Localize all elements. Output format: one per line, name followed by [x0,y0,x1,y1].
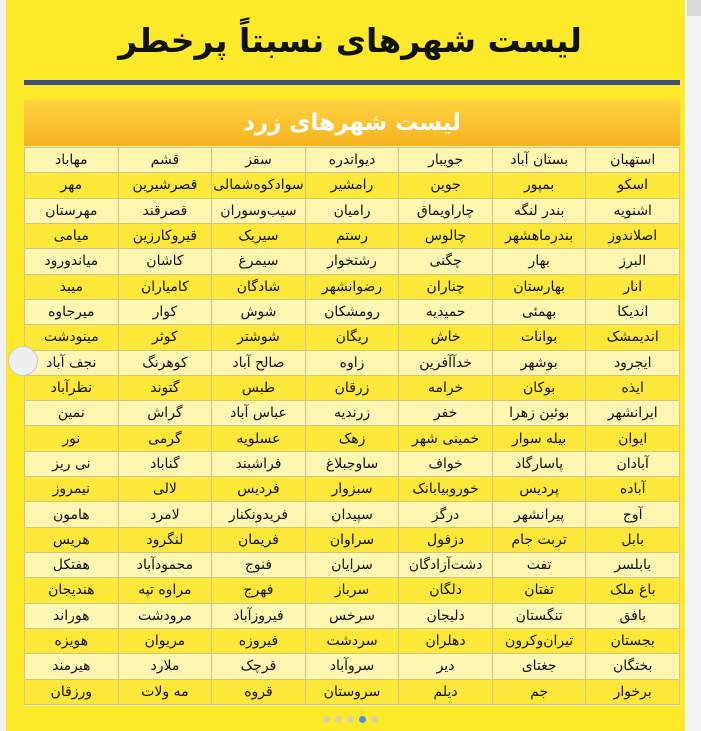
city-cell: فهرج [212,578,306,603]
page-title: لیست شهرهای نسبتاً پرخطر [118,20,582,60]
city-cell: خدآآفرین [399,350,493,375]
table-row [25,223,680,248]
city-cell: بافق [586,603,680,628]
city-cell: بهار [492,249,586,274]
city-cell: نیمروز [25,477,119,502]
table-row [25,628,680,653]
city-cell: رضوانشهر [305,274,399,299]
city-cell: هریس [25,527,119,552]
city-cell: رشتخوار [305,249,399,274]
carousel-dot[interactable] [335,716,342,723]
city-cell: صالح آباد [212,350,306,375]
city-cell: شوش [212,299,306,324]
city-cell: عباس آباد [212,401,306,426]
city-cell: استهبان [586,148,680,173]
city-cell: رومشکان [305,299,399,324]
city-cell: مهاباد [25,148,119,173]
city-cell: هویزه [25,628,119,653]
city-cell: انار [586,274,680,299]
carousel-prev-button[interactable] [8,346,38,376]
city-cell: عسلویه [212,426,306,451]
city-cell: اندیمشک [586,325,680,350]
city-cell: رامشیر [305,173,399,198]
city-cell: ایرانشهر [586,401,680,426]
city-cell: سپیدان [305,502,399,527]
city-cell: ورزقان [25,679,119,704]
city-cell: کامیاران [118,274,212,299]
city-cell: کوثر [118,325,212,350]
table-row [25,502,680,527]
city-cell: درگز [399,502,493,527]
city-cell: لامرد [118,502,212,527]
city-cell: بمپور [492,173,586,198]
city-cell: دیر [399,654,493,679]
table-row [25,148,680,173]
carousel-dot[interactable] [371,716,378,723]
city-cell: خرامه [399,375,493,400]
table-row [25,375,680,400]
city-cell: سرایان [305,553,399,578]
city-cell: زهک [305,426,399,451]
carousel-dot[interactable] [323,716,330,723]
corner-control[interactable] [687,0,701,16]
city-cell: دلیجان [399,603,493,628]
table-row [25,603,680,628]
city-cell: فیروزه [212,628,306,653]
table-header: لیست شهرهای زرد [24,100,680,146]
city-cell: نظرآباد [25,375,119,400]
city-cell: گناباد [118,451,212,476]
city-table [24,147,680,705]
city-cell: نجف آباد [25,350,119,375]
city-cell: حمیدیه [399,299,493,324]
city-cell: قروه [212,679,306,704]
city-cell: هوراند [25,603,119,628]
city-cell: هندیجان [25,578,119,603]
city-cell: کوار [118,299,212,324]
city-cell: کوهرنگ [118,350,212,375]
city-cell: دیواندره [305,148,399,173]
city-cell: نی ریز [25,451,119,476]
table-row [25,477,680,502]
city-cell: دشت‌آزادگان [399,553,493,578]
right-edge [685,0,701,731]
city-cell: گرمی [118,426,212,451]
city-cell: رامیان [305,198,399,223]
city-cell: آباده [586,477,680,502]
city-cell: قصرشیرین [118,173,212,198]
city-cell: ایوان [586,426,680,451]
city-cell: سیریک [212,223,306,248]
city-cell: سروآباد [305,654,399,679]
city-cell: مراوه تپه [118,578,212,603]
city-cell: دهلران [399,628,493,653]
city-cell: سقز [212,148,306,173]
city-cell: هیرمند [25,654,119,679]
city-cell: بندرماهشهر [492,223,586,248]
city-cell: زرندیه [305,401,399,426]
city-cell: هامون [25,502,119,527]
city-cell: چناران [399,274,493,299]
carousel-dots [0,716,701,726]
city-cell: بندر لنگه [492,198,586,223]
city-cell: پردیس [492,477,586,502]
table-row [25,325,680,350]
city-cell: سبزوار [305,477,399,502]
carousel-dot[interactable] [359,716,366,723]
city-cell: جغتای [492,654,586,679]
city-cell: مینودشت [25,325,119,350]
city-cell: آبادان [586,451,680,476]
city-cell: بابل [586,527,680,552]
city-cell: لنگرود [118,527,212,552]
table-row [25,350,680,375]
city-cell: ایذه [586,375,680,400]
city-cell: بختگان [586,654,680,679]
city-cell: زاوه [305,350,399,375]
city-cell: هفتکل [25,553,119,578]
city-cell: اشنویه [586,198,680,223]
table-row [25,451,680,476]
city-cell: چگنی [399,249,493,274]
table-row [25,578,680,603]
city-cell: سراوان [305,527,399,552]
city-cell: مهر [25,173,119,198]
city-cell: البرز [586,249,680,274]
city-cell: سردشت [305,628,399,653]
city-cell: سروستان [305,679,399,704]
city-cell: بجستان [586,628,680,653]
city-cell: طبس [212,375,306,400]
city-cell: پیرانشهر [492,502,586,527]
city-cell: تفتان [492,578,586,603]
city-cell: رستم [305,223,399,248]
city-cell: قشم [118,148,212,173]
city-cell: کاشان [118,249,212,274]
city-cell: سیب‌وسوران [212,198,306,223]
city-cell: بابلسر [586,553,680,578]
city-cell: تفت [492,553,586,578]
city-cell: فردیس [212,477,306,502]
city-cell: بهمئی [492,299,586,324]
city-cell: خورو‌بیابانک [399,477,493,502]
city-cell: اصلاندوز [586,223,680,248]
title-divider [24,80,680,85]
table-row [25,299,680,324]
city-cell: بوئین زهرا [492,401,586,426]
city-cell: جم [492,679,586,704]
city-cell: نمین [25,401,119,426]
table-row [25,679,680,704]
city-cell: تربت جام [492,527,586,552]
city-cell: پاسارگاد [492,451,586,476]
city-cell: چاراویماق [399,198,493,223]
city-cell: گتوند [118,375,212,400]
city-cell: ساوجبلاغ [305,451,399,476]
city-cell: سرخس [305,603,399,628]
city-cell: جویبار [399,148,493,173]
city-cell: میامی [25,223,119,248]
city-cell: فنوج [212,553,306,578]
city-cell: ایجرود [586,350,680,375]
city-cell: دلگان [399,578,493,603]
table-row [25,527,680,552]
table-row [25,173,680,198]
city-cell: سرباز [305,578,399,603]
city-cell: سیمرغ [212,249,306,274]
city-cell: لالی [118,477,212,502]
city-cell: چالوس [399,223,493,248]
city-cell: مریوان [118,628,212,653]
city-cell: میبد [25,274,119,299]
table-row [25,426,680,451]
city-cell: قصرقند [118,198,212,223]
table-row [25,274,680,299]
city-cell: محمودآباد [118,553,212,578]
city-cell: برخوار [586,679,680,704]
city-cell: مه ولات [118,679,212,704]
city-cell: شادگان [212,274,306,299]
city-cell: خواف [399,451,493,476]
city-cell: خمینی شهر [399,426,493,451]
city-cell: گراش [118,401,212,426]
city-cell: سوادکوه‌شمالی [212,173,306,198]
city-cell: میرجاوه [25,299,119,324]
city-cell: آوج [586,502,680,527]
city-list-panel [24,100,680,706]
city-cell: دیلم [399,679,493,704]
left-edge [0,0,6,731]
city-cell: زرقان [305,375,399,400]
city-cell: بوانات [492,325,586,350]
city-cell: شوشتر [212,325,306,350]
city-cell: ریگان [305,325,399,350]
city-cell: مرودشت [118,603,212,628]
city-cell: جوین [399,173,493,198]
city-cell: میاندورود [25,249,119,274]
city-cell: دزفول [399,527,493,552]
city-cell: خفر [399,401,493,426]
city-cell: باغ ملک [586,578,680,603]
city-cell: فریدونکنار [212,502,306,527]
city-cell: بستان آباد [492,148,586,173]
table-row [25,198,680,223]
city-cell: اسکو [586,173,680,198]
city-cell: ملارد [118,654,212,679]
table-row [25,654,680,679]
city-cell: فیروزآباد [212,603,306,628]
city-cell: بوکان [492,375,586,400]
city-cell: اندیکا [586,299,680,324]
city-cell: فراشبند [212,451,306,476]
city-cell: قیروکارزین [118,223,212,248]
table-row [25,401,680,426]
city-cell: بوشهر [492,350,586,375]
city-cell: بیله سوار [492,426,586,451]
table-row [25,249,680,274]
city-cell: بهارستان [492,274,586,299]
table-row [25,553,680,578]
city-cell: فریمان [212,527,306,552]
city-cell: تیران‌وکرون [492,628,586,653]
city-cell: مهرستان [25,198,119,223]
city-cell: قرچک [212,654,306,679]
carousel-dot[interactable] [347,716,354,723]
city-cell: نور [25,426,119,451]
city-cell: خاش [399,325,493,350]
city-cell: تنگستان [492,603,586,628]
